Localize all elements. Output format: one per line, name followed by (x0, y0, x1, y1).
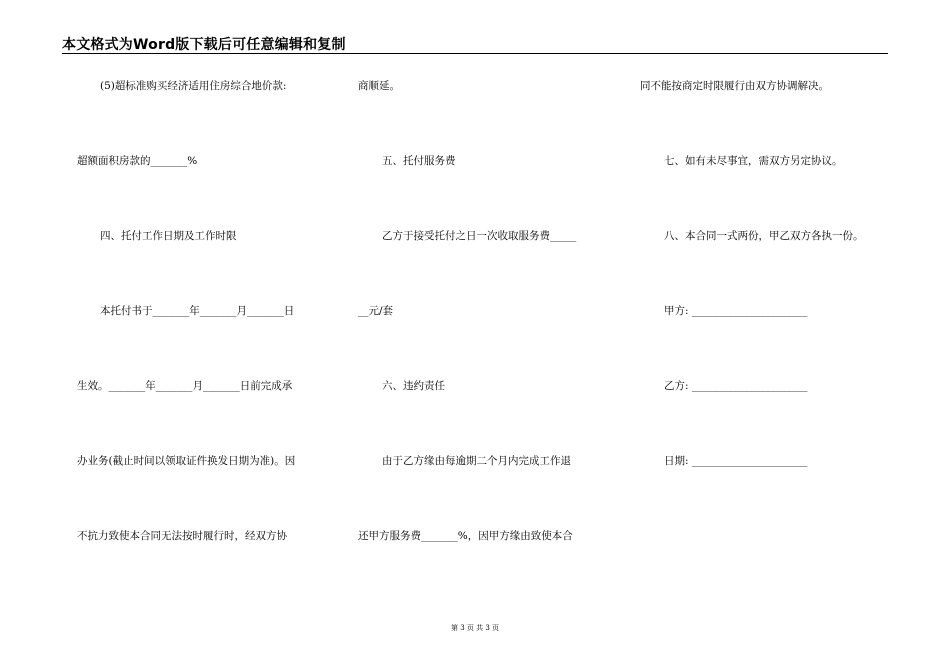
text-line: 还甲方服务费_______%，因甲方缘由致使本合 (358, 530, 573, 542)
party-b-signature-line: 乙方: ______________________ (664, 380, 808, 392)
document-header-title: 本文格式为Word版下载后可任意编辑和复制 (62, 37, 346, 53)
section-heading: 四、托付工作日期及工作时限 (100, 230, 237, 242)
party-a-signature-line: 甲方: ______________________ (664, 305, 808, 317)
text-line: 生效。_______年_______月_______日前完成承 (77, 380, 293, 392)
header-divider (62, 53, 888, 54)
text-line: 同不能按商定时限履行由双方协调解决。 (640, 80, 829, 92)
text-line: __元/套 (358, 305, 394, 317)
section-heading: 七、如有未尽事宜，需双方另定协议。 (664, 155, 843, 167)
text-line: 乙方于接受托付之日一次收取服务费_____ (382, 230, 577, 242)
text-line: 商顺延。 (358, 80, 400, 92)
text-line: 由于乙方缘由每逾期二个月内完成工作退 (382, 455, 571, 467)
text-line: 不抗力致使本合同无法按时履行时，经双方协 (77, 530, 287, 542)
text-line: 超额面积房款的_______% (77, 155, 198, 167)
section-heading: 五、托付服务费 (382, 155, 456, 167)
date-signature-line: 日期: ______________________ (664, 455, 808, 467)
text-line: 办业务(截止时间以领取证件换发日期为准)。因 (77, 455, 296, 467)
section-heading: 六、违约责任 (382, 380, 445, 392)
text-line: 本托付书于_______年_______月_______日 (100, 305, 295, 317)
page-number: 第 3 页 共 3 页 (450, 624, 500, 632)
text-line: (5)超标准购买经济适用住房综合地价款: (100, 80, 287, 92)
section-heading: 八、本合同一式两份，甲乙双方各执一份。 (664, 230, 864, 242)
